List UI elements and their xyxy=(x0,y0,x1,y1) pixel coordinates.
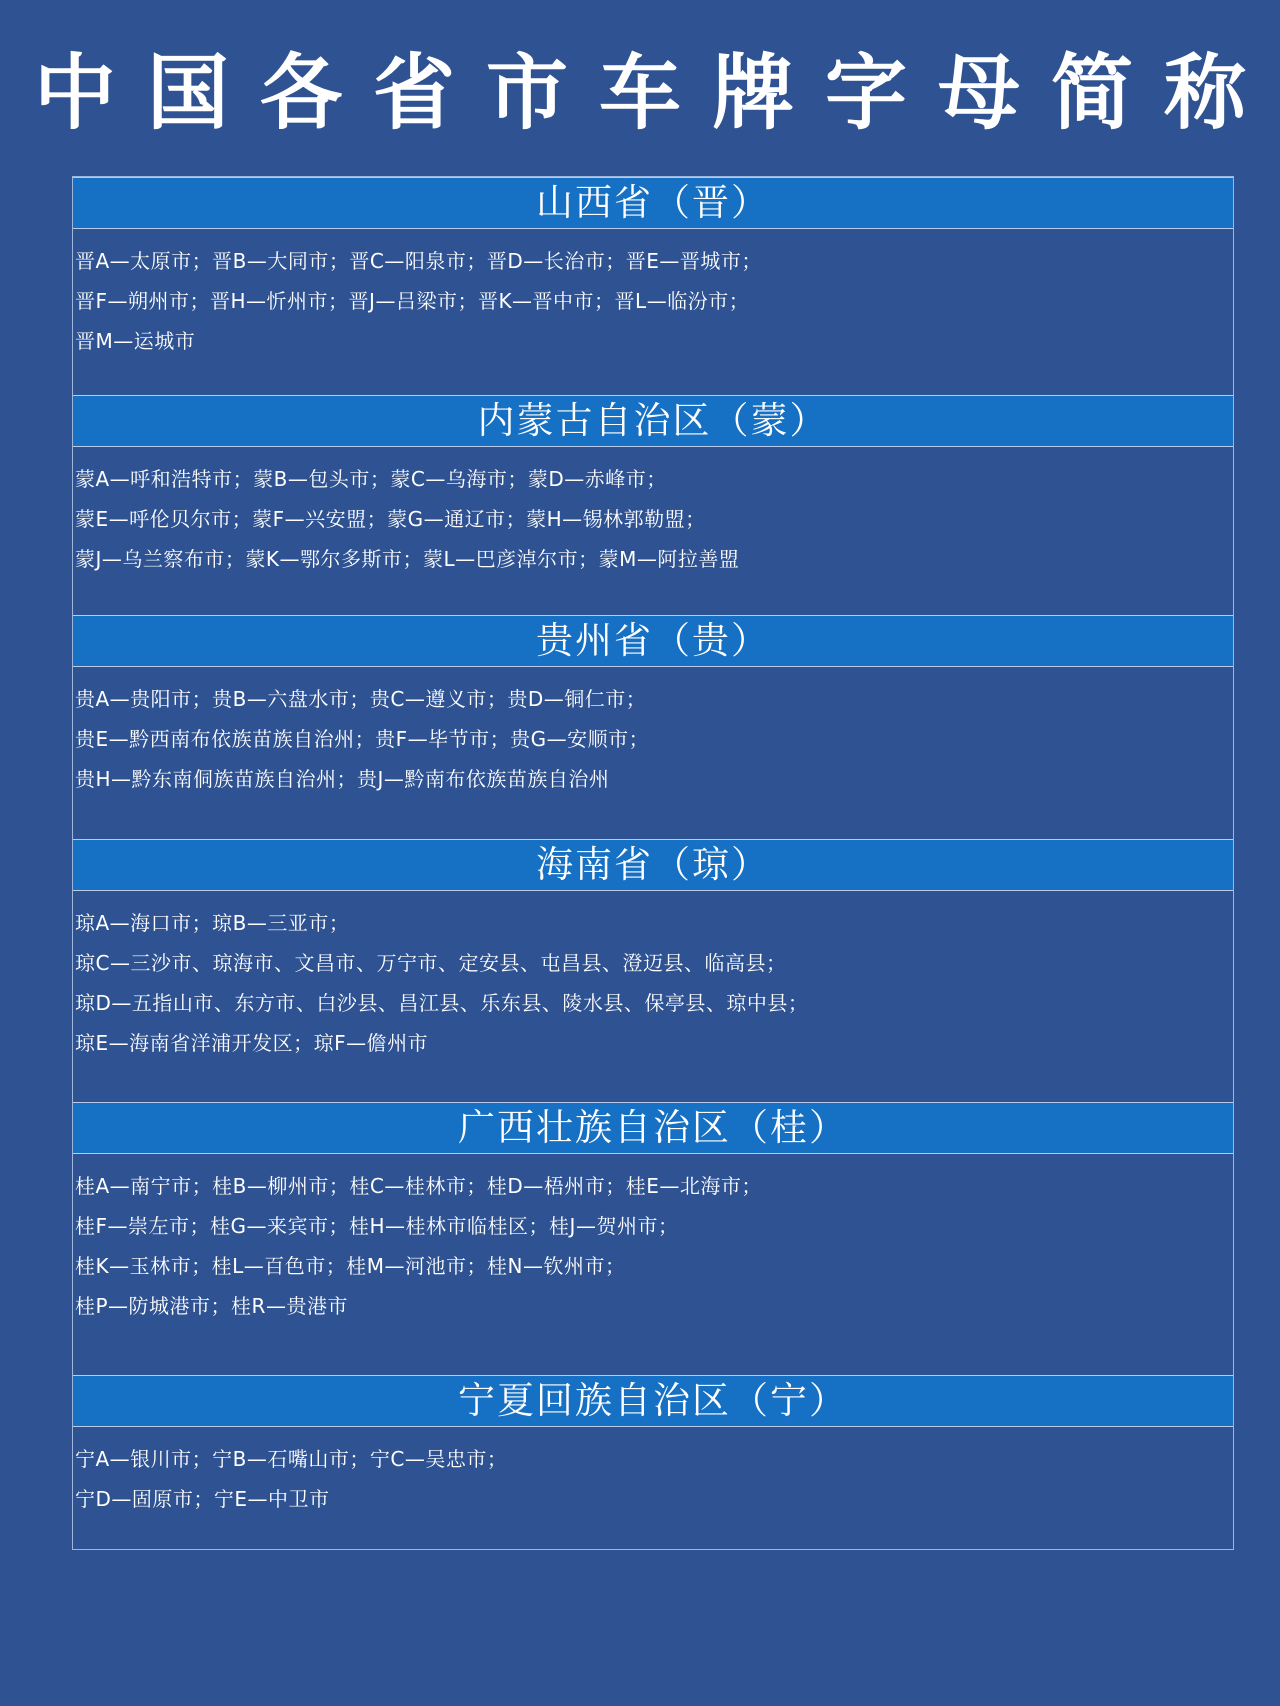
section-body xyxy=(73,1427,1233,1519)
list-item: 琼A—海口市；琼B—三亚市； xyxy=(75,911,350,935)
list-item: 桂P—防城港市；桂R—贵港市 xyxy=(75,1294,348,1318)
section-body xyxy=(73,667,1233,799)
list-item: 贵A—贵阳市；贵B—六盘水市；贵C—遵义市；贵D—铜仁市； xyxy=(75,687,647,711)
list-item: 桂A—南宁市；桂B—柳州市；桂C—桂林市；桂D—梧州市；桂E—北海市； xyxy=(75,1174,762,1198)
list-item: 晋A—太原市；晋B—大同市；晋C—阳泉市；晋D—长治市；晋E—晋城市； xyxy=(75,249,762,273)
list-item: 琼D—五指山市、东方市、白沙县、昌江县、乐东县、陵水县、保亭县、琼中县； xyxy=(75,991,809,1015)
list-item: 宁D—固原市；宁E—中卫市 xyxy=(75,1487,330,1511)
list-item: 宁A—银川市；宁B—石嘴山市；宁C—吴忠市； xyxy=(75,1447,508,1471)
section-header: 贵州省（贵） xyxy=(73,615,1233,667)
section-header: 山西省（晋） xyxy=(73,177,1233,229)
section-body xyxy=(73,891,1233,1063)
list-item: 蒙J—乌兰察布市；蒙K—鄂尔多斯市；蒙L—巴彦淖尔市；蒙M—阿拉善盟 xyxy=(75,547,740,571)
list-item: 琼C—三沙市、琼海市、文昌市、万宁市、定安县、屯昌县、澄迈县、临高县； xyxy=(75,951,787,975)
plate-table xyxy=(72,176,1234,1550)
section-header: 内蒙古自治区（蒙） xyxy=(73,395,1233,447)
section-body xyxy=(73,1154,1233,1326)
list-item: 蒙A—呼和浩特市；蒙B—包头市；蒙C—乌海市；蒙D—赤峰市； xyxy=(75,467,667,491)
list-item: 琼E—海南省洋浦开发区；琼F—儋州市 xyxy=(75,1031,429,1055)
section-body xyxy=(73,229,1233,361)
section-header: 海南省（琼） xyxy=(73,839,1233,891)
list-item: 贵H—黔东南侗族苗族自治州；贵J—黔南布依族苗族自治州 xyxy=(75,767,610,791)
list-item: 蒙E—呼伦贝尔市；蒙F—兴安盟；蒙G—通辽市；蒙H—锡林郭勒盟； xyxy=(75,507,706,531)
list-item: 桂F—崇左市；桂G—来宾市；桂H—桂林市临桂区；桂J—贺州市； xyxy=(75,1214,679,1238)
list-item: 晋M—运城市 xyxy=(75,329,196,353)
list-item: 桂K—玉林市；桂L—百色市；桂M—河池市；桂N—钦州市； xyxy=(75,1254,626,1278)
list-item: 晋F—朔州市；晋H—忻州市；晋J—吕梁市；晋K—晋中市；晋L—临汾市； xyxy=(75,289,750,313)
section-header: 广西壮族自治区（桂） xyxy=(73,1102,1233,1154)
section-header: 宁夏回族自治区（宁） xyxy=(73,1375,1233,1427)
section-body xyxy=(73,447,1233,579)
page-title: 中国各省市车牌字母简称 xyxy=(33,46,1277,141)
list-item: 贵E—黔西南布依族苗族自治州；贵F—毕节市；贵G—安顺市； xyxy=(75,727,650,751)
